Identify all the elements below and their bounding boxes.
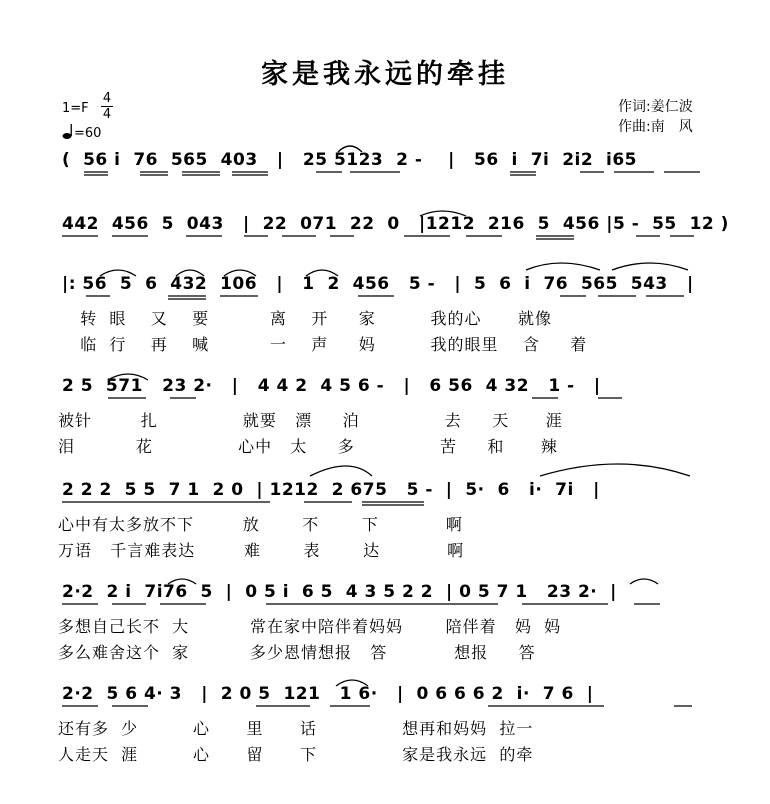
composer-credit: 作曲:南 风	[618, 119, 693, 135]
lyric-verse-1: 还有多 少 心 里 话 想再和妈妈 拉一	[58, 719, 534, 738]
key-signature: 1=F	[62, 101, 89, 116]
notation-line: |: 56 5 6 432 106 | 1 2 456 5 - | 5 6 i 76 565 543 |	[62, 274, 694, 294]
time-signature-bottom: 4	[102, 107, 112, 122]
lyricist-credit: 作词:姜仁波	[618, 99, 693, 115]
notation-line: 2 2 2 5 5 7 1 2 0 | 1212 2 675 5 - | 5· 6 i· 7i |	[62, 480, 600, 500]
notation-line: 442 456 5 043 | 22 071 22 0 |1212 216 5 456 |5 - 55 12 )	[62, 214, 729, 234]
lyric-verse-2: 临 行 再 喊 一 声 妈 我的眼里 含 着	[62, 335, 588, 354]
notation-line: ( 56 i 76 565 403 | 25 5123 2 - | 56 i 7i 2i2 i65	[62, 150, 637, 170]
time-signature-divider	[101, 106, 113, 107]
notation-line: 2 5 571 23 2· | 4 4 2 4 5 6 - | 6 56 4 32 1 - |	[62, 376, 601, 396]
credits	[618, 97, 693, 137]
lyric-verse-1: 转 眼 又 要 离 开 家 我的心 就像	[62, 309, 553, 328]
song-title: 家是我永远的牵挂	[261, 59, 509, 90]
time-signature-top: 4	[102, 91, 112, 106]
lyric-verse-1: 被针 扎 就要 漂 泊 去 天 涯	[58, 411, 563, 430]
lyric-verse-2: 万语 千言难表达 难 表 达 啊	[58, 541, 465, 560]
tempo-marking: =60	[74, 126, 102, 141]
lyric-verse-1: 心中有太多放不下 放 不 下 啊	[58, 515, 463, 534]
lyric-verse-1: 多想自己长不 大 常在家中陪伴着妈妈 陪伴着 妈 妈	[58, 617, 562, 636]
notation-line: 2·2 5 6 4· 3 | 2 0 5 121 1 6· | 0 6 6 6 2 i· 7 6 |	[62, 684, 594, 704]
notation-line: 2·2 2 i 7i76 5 | 0 5 i 6 5 4 3 5 2 2 | 0 5 7 1 23 2· |	[62, 582, 617, 602]
lyric-verse-2: 多么难舍这个 家 多少恩情想报 答 想报 答	[58, 643, 536, 662]
lyric-verse-2: 泪 花 心中 太 多 苦 和 辣	[58, 437, 558, 456]
lyric-verse-2: 人走天 涯 心 留 下 家是我永远 的牵	[58, 745, 534, 764]
